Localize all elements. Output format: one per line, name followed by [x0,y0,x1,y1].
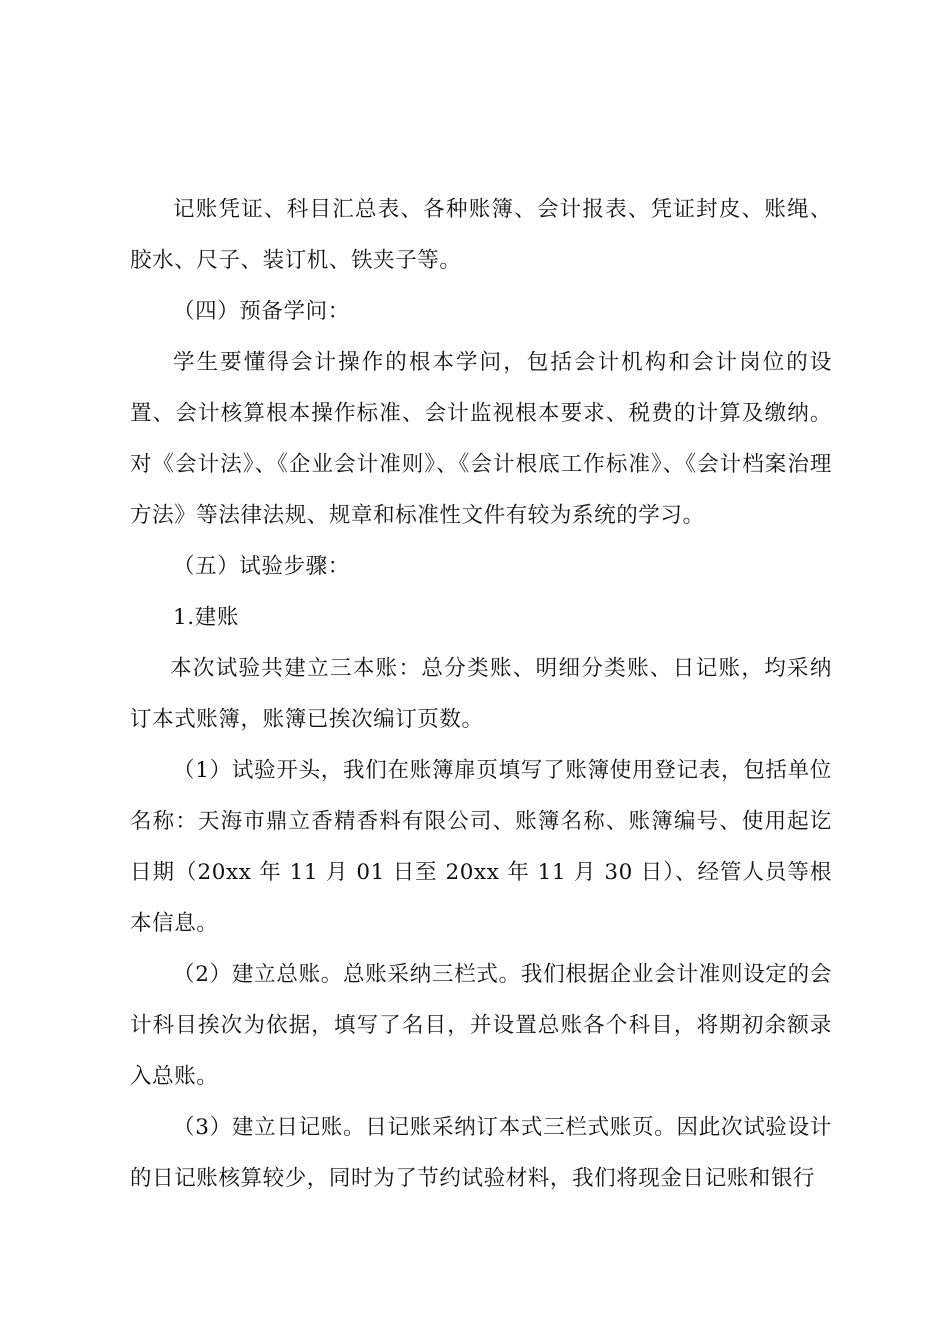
heading-experiment-steps: （五）试验步骤： [173,554,350,579]
document-body [130,184,832,1204]
heading-preparatory-knowledge: （四）预备学问： [173,299,350,324]
paragraph-step-1-2: （2）建立总账。总账采纳三栏式。我们根据企业会计准则设定的会计科目挨次为依据，填写了名目，并设置总账各个科目，将期初余额录入总账。 [130,962,832,1089]
paragraph-three-books: 本次试验共建立三本账：总分类账、明细分类账、日记账，均采纳订本式账簿，账簿已挨次编订页数。 [130,656,832,732]
paragraph-step-1-3: （3）建立日记账。日记账采纳订本式三栏式账页。因此次试验设计的日记账核算较少，同时为了节约试验材料，我们将现金日记账和银行 [130,1115,832,1191]
heading-step-1: 1.建账 [173,605,239,630]
paragraph-step-1-1: （1）试验开头，我们在账簿扉页填写了账簿使用登记表，包括单位名称：天海市鼎立香精香料有限公司、账簿名称、账簿编号、使用起讫日期（20xx 年 11 月 01 日至 20xx 年 11 月 30 日）、经管人员等根本信息。 [130,758,832,936]
paragraph-materials: 记账凭证、科目汇总表、各种账簿、会计报表、凭证封皮、账绳、胶水、尺子、装订机、铁夹子等。 [130,197,832,273]
paragraph-knowledge: 学生要懂得会计操作的根本学问，包括会计机构和会计岗位的设置、会计核算根本操作标准、会计监视根本要求、税费的计算及缴纳。对《会计法》、《企业会计准则》、《会计根底工作标准》、《会计档案治理方法》等法律法规、规章和标准性文件有较为系统的学习。 [130,350,832,528]
